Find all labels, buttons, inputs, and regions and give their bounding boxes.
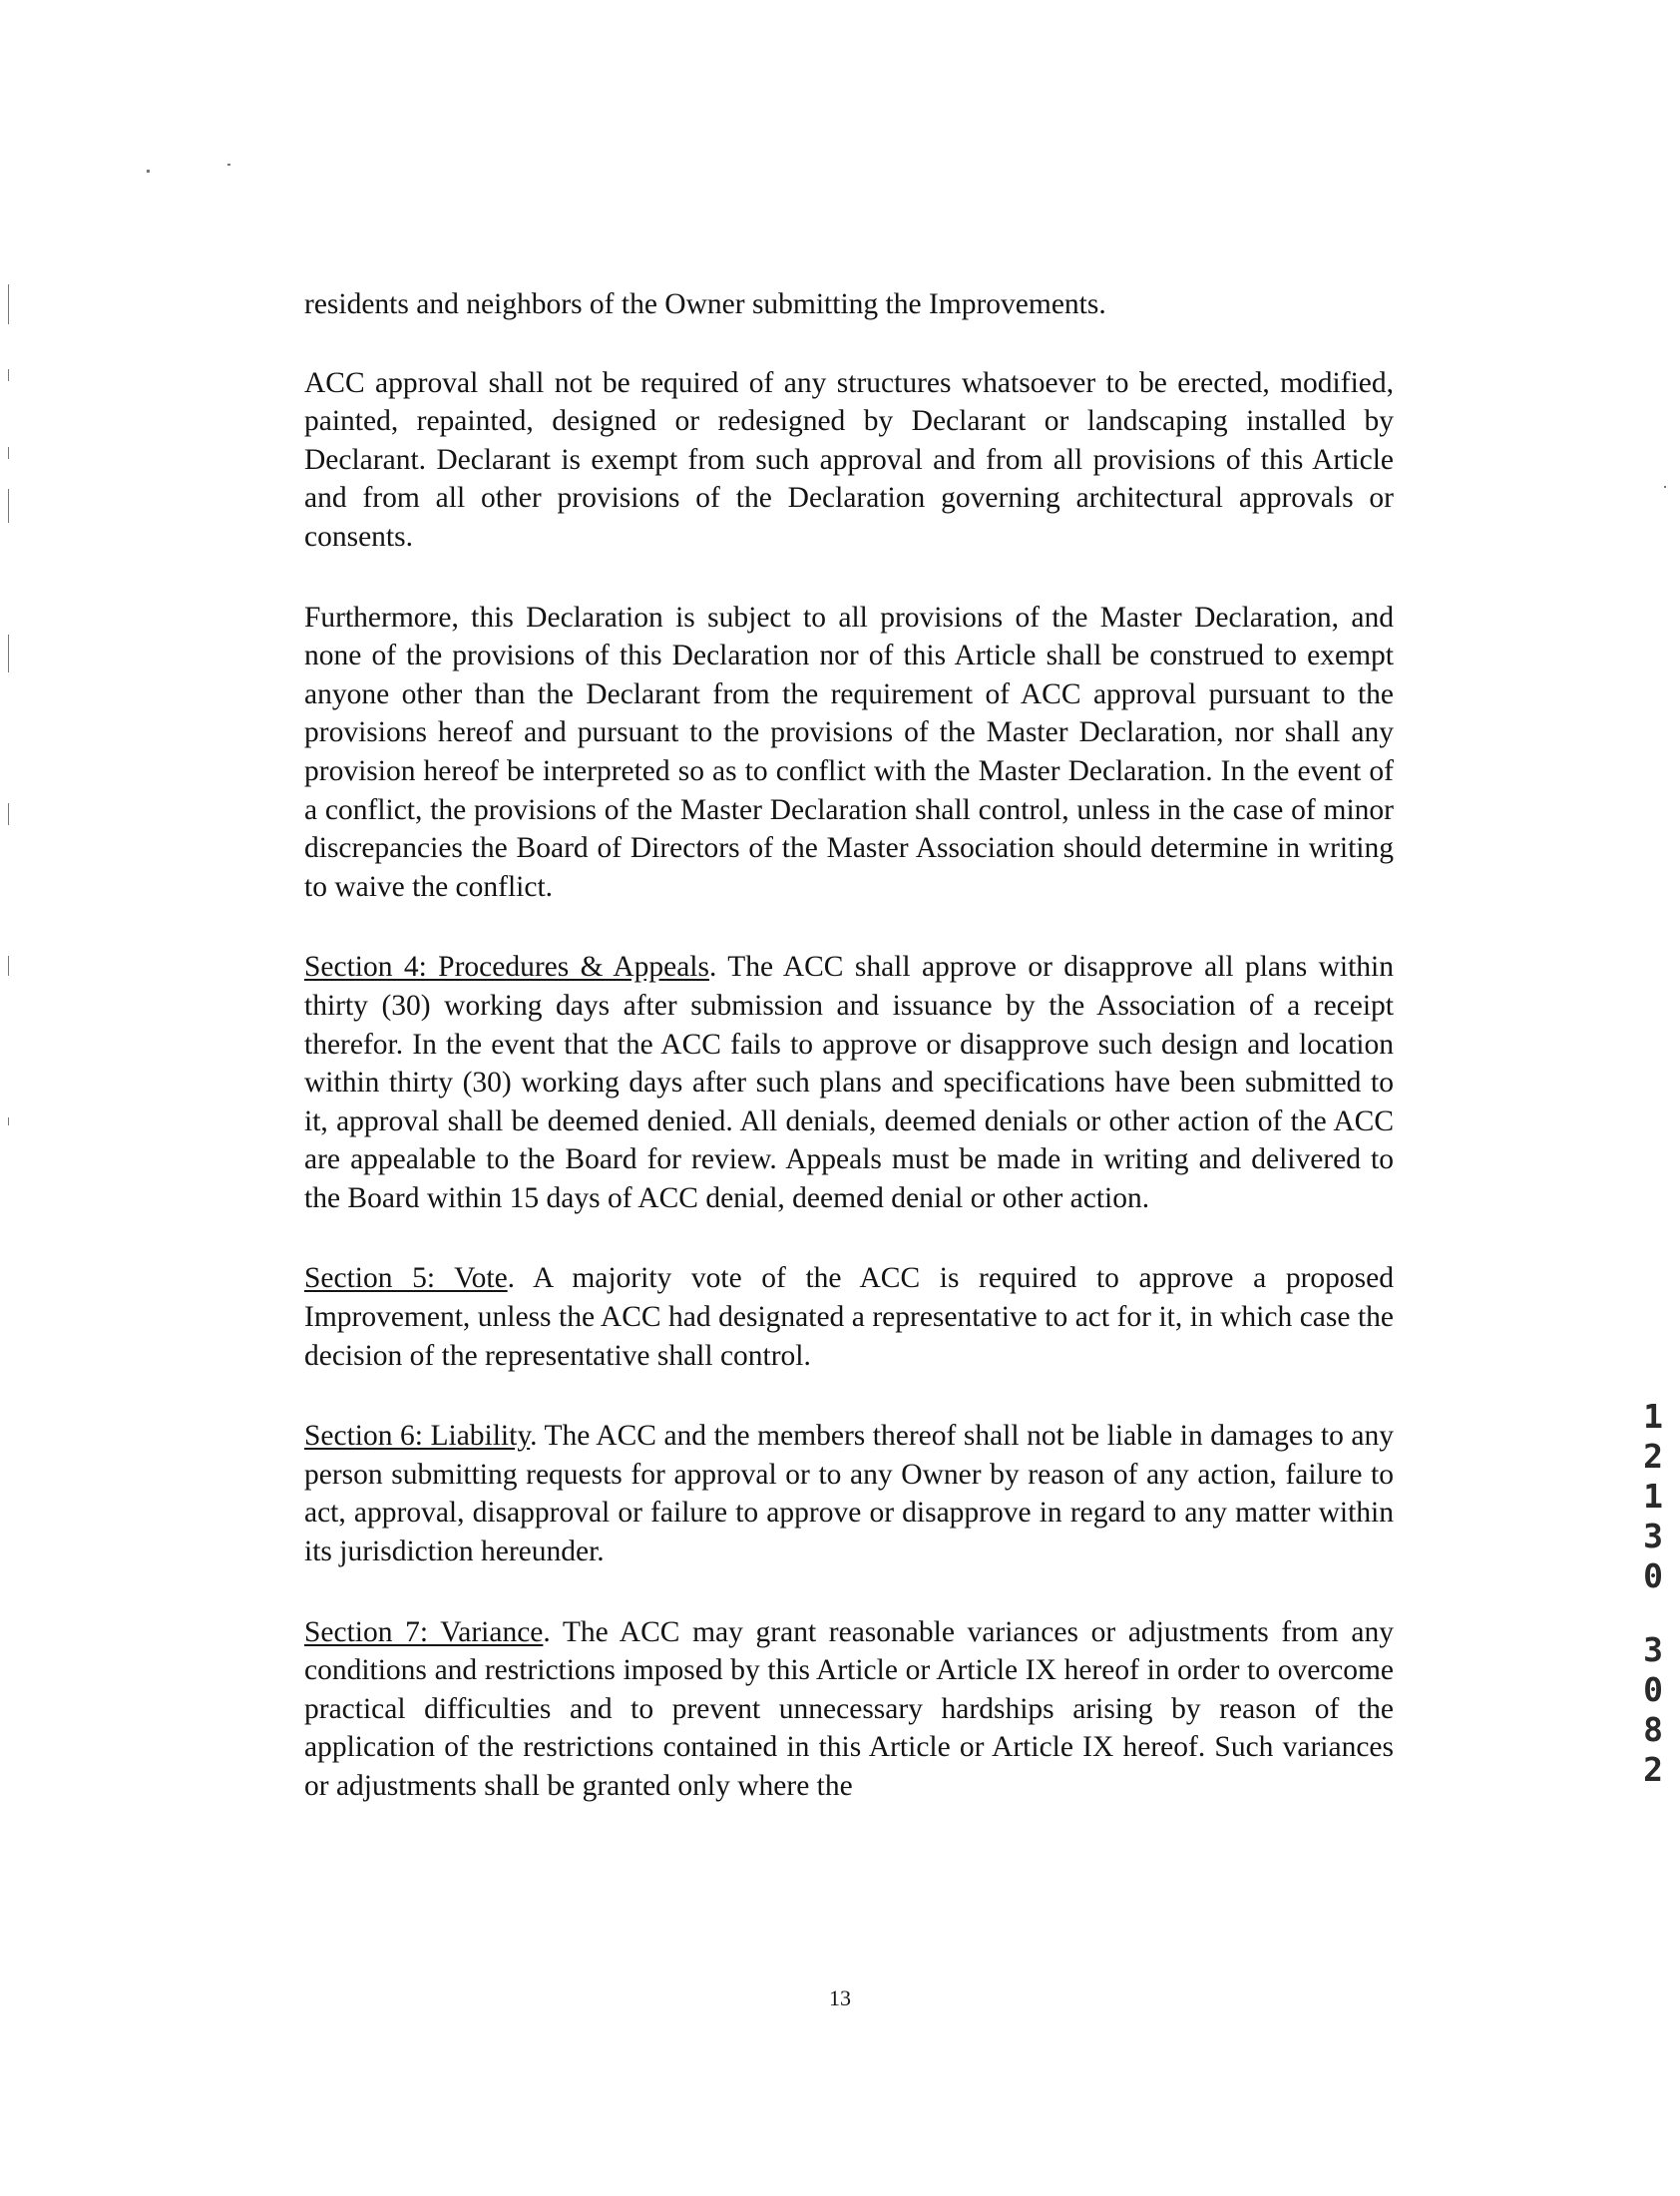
- section-6-body: . The ACC and the members thereof shall not be liable in damages to any person submitting requests for approval or to any Owner by reason of any action, failure to act, approval, disapproval or failure to approve or disapprove in regard to any matter within its jurisdiction hereunder.: [304, 1420, 1394, 1568]
- stamp-digit: 0: [1643, 1670, 1663, 1709]
- scan-mark: [8, 369, 9, 381]
- section-4-heading: Section 4: Procedures & Appeals: [304, 951, 709, 984]
- stamp-gap: [1636, 1596, 1670, 1630]
- stamp-digit: 2: [1643, 1750, 1663, 1789]
- stamp-digit: 1: [1643, 1477, 1663, 1516]
- section-5-body: . A majority vote of the ACC is required to approve a proposed Improvement, unless the ACC had designated a representative to act for it, in which case the decision of the representative shall control.: [304, 1262, 1394, 1372]
- document-body: [304, 285, 1394, 1848]
- section-5-vote: [304, 1259, 1394, 1375]
- scan-mark: [8, 447, 9, 459]
- recording-stamp: [1636, 1397, 1670, 1790]
- stamp-digit: 0: [1643, 1556, 1663, 1595]
- scan-mark: [227, 164, 230, 166]
- scan-mark: [8, 956, 9, 976]
- scan-mark: [8, 284, 9, 324]
- section-7-body: . The ACC may grant reasonable variances or adjustments from any conditions and restrictions imposed by this Article or Article IX hereof in order to overcome practical difficulties and to prevent unnecessary hardships arising by reason of the application of the restrictions contained in this Article or Article IX hereof. Such variances or adjustments shall be granted only where the: [304, 1615, 1395, 1802]
- paragraph-residents: residents and neighbors of the Owner submitting the Improvements.: [304, 288, 1106, 320]
- scan-mark: [1664, 486, 1666, 488]
- section-6-liability: [304, 1417, 1394, 1570]
- paragraph-acc-approval: ACC approval shall not be required of any structures whatsoever to be erected, modified, painted, repainted, designed or redesigned by Declarant or landscaping installed by Declarant. Declarant is exempt from such approval and from all provisions of this Article and from all other provisions of the Declaration governing architectural approvals or consents.: [304, 366, 1394, 553]
- scan-mark: [147, 170, 150, 173]
- scan-mark: [8, 489, 9, 523]
- section-6-heading: Section 6: Liability: [304, 1420, 531, 1453]
- scan-mark: [8, 1117, 9, 1125]
- section-4-procedures-appeals: [304, 948, 1394, 1217]
- stamp-digit: 3: [1643, 1630, 1663, 1669]
- section-7-heading: Section 7: Variance: [304, 1615, 544, 1648]
- scan-mark: [8, 803, 9, 825]
- stamp-digit: 8: [1643, 1710, 1663, 1749]
- stamp-digit: 2: [1643, 1437, 1663, 1476]
- section-4-body: . The ACC shall approve or disapprove all plans within thirty (30) working days after submission and issuance by the Association of a receipt therefor. In the event that the ACC fails to approve or disapprove such design and location within thirty (30) working days after such plans and specifications have been submitted to it, approval shall be deemed denied. All denials, deemed denials or other action of the ACC are appealable to the Board for review. Appeals must be made in writing and delivered to the Board within 15 days of ACC denial, deemed denial or other action.: [304, 951, 1395, 1214]
- page-number: 13: [829, 1985, 851, 2010]
- section-7-variance: [304, 1613, 1394, 1806]
- stamp-digit: 3: [1643, 1517, 1663, 1555]
- paragraph-master-declaration: Furthermore, this Declaration is subject to all provisions of the Master Declaration, and none of the provisions of this Declaration nor of this Article shall be construed to exempt anyone other than the Declarant from the requirement of ACC approval pursuant to the provisions hereof and pursuant to the provisions of the Master Declaration, nor shall any provision hereof be interpreted so as to conflict with the Master Declaration. In the event of a conflict, the provisions of the Master Declaration shall control, unless in the case of minor discrepancies the Board of Directors of the Master Association should determine in writing to waive the conflict.: [304, 601, 1394, 903]
- scan-mark: [8, 635, 9, 672]
- stamp-digit: 1: [1643, 1397, 1663, 1436]
- section-5-heading: Section 5: Vote: [304, 1262, 508, 1295]
